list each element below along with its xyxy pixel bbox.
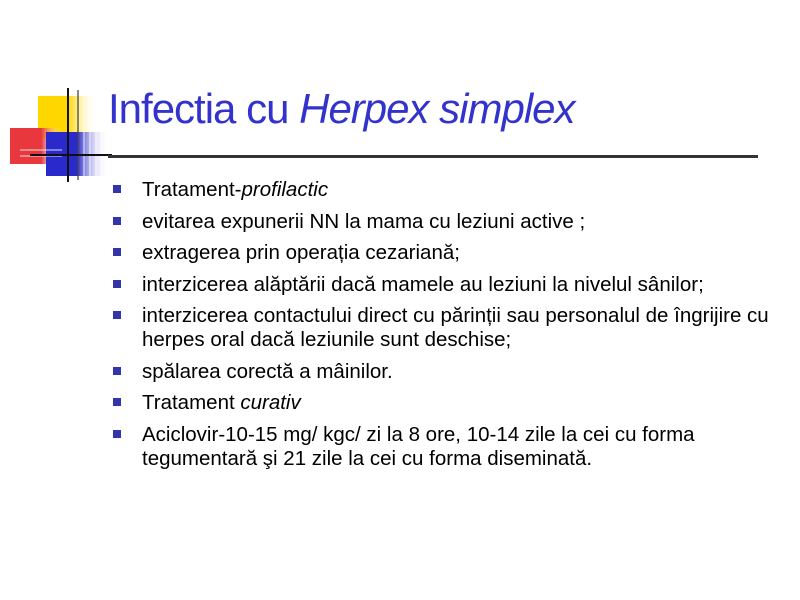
bullet-item [112,423,772,471]
slide-title-plain: Infectia cu [108,85,300,132]
bullet-text: interzicerea alăptării dacă mamele au leziuni la nivelul sânilor; [142,272,704,296]
bullet-item [112,273,772,297]
bullet-item [112,391,772,415]
blue-square-bullet-icon [113,430,121,438]
slide-title-italic: Herpex simplex [299,85,575,132]
bullet-text: Tratament [142,391,241,414]
bullet-text-italic: curativ [240,391,301,414]
bullet-text: extragerea prin operația cezariană; [142,241,460,264]
decorative-squares-logo-icon [0,0,120,190]
bullet-text-italic: profilactic [241,178,329,201]
bullet-item [112,210,772,234]
blue-square-bullet-icon [113,217,121,225]
bullet-item [112,304,772,352]
blue-square-bullet-icon [113,185,121,193]
title-underline-rule [108,155,758,158]
blue-square-bullet-icon [113,367,121,375]
bullet-item [112,178,772,202]
blue-square-bullet-icon [113,280,121,288]
bullet-text: evitarea expunerii NN la mama cu leziuni active ; [142,209,586,233]
blue-square-bullet-icon [113,248,121,256]
blue-square-bullet-icon [113,311,121,319]
bullet-text: Tratament- [142,178,242,201]
blue-square-bullet-icon [113,398,121,406]
bullet-item [112,360,772,384]
slide-title [108,85,575,132]
bullet-text: interzicerea contactului direct cu părinții sau personalul de îngrijire cu herpes oral dacă leziunile sunt deschise; [142,304,769,351]
bullet-text: spălarea corectă a mâinilor. [142,359,393,383]
bullet-item [112,241,772,265]
bullet-text: Aciclovir-10-15 mg/ kgc/ zi la 8 ore, 10-14 zile la cei cu forma tegumentară şi 21 zile la cei cu forma diseminată. [142,422,695,470]
bullet-list [112,178,772,478]
